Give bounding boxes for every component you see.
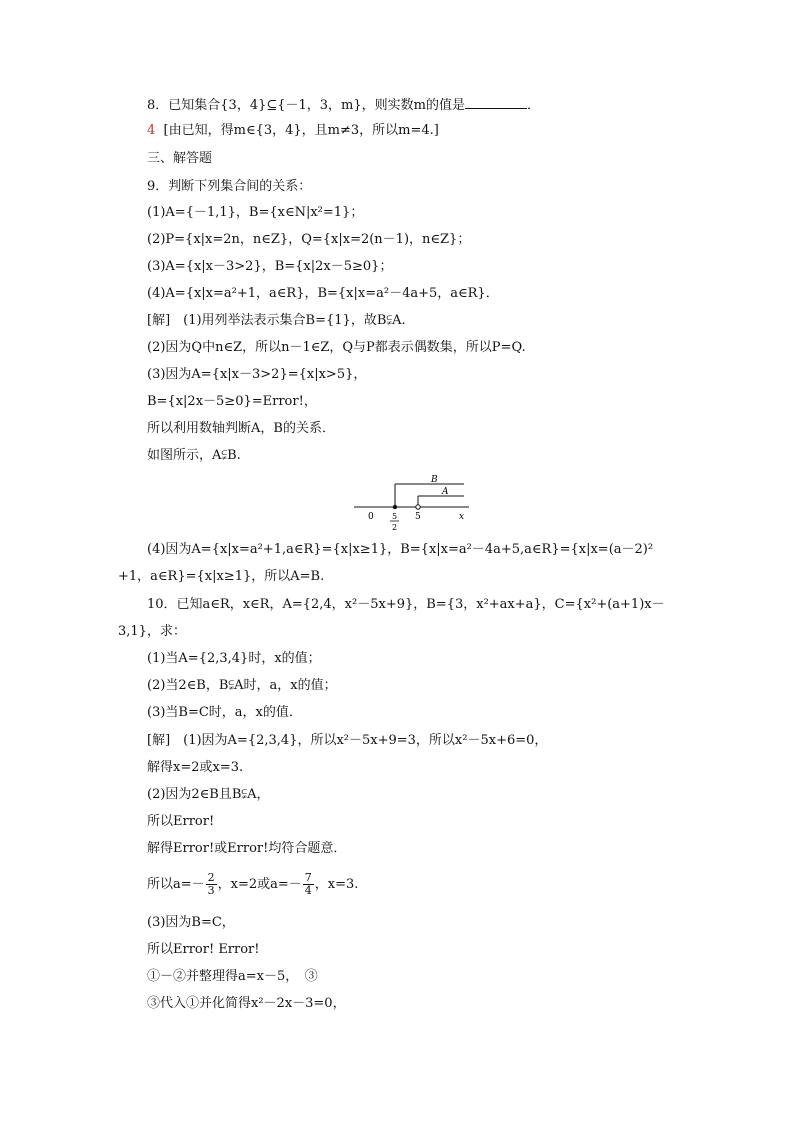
question-10-1: (1)当A={2,3,4}时，x的值；: [147, 651, 321, 666]
label-set-a: A: [442, 487, 449, 497]
solution-10-1b: 解得x=2或x=3.: [147, 760, 244, 775]
question-9-1: (1)A={－1,1}，B={x∈N|x²=1}；: [147, 205, 364, 220]
solution-10-2c: 解得Error!或Error!均符合题意．: [147, 841, 347, 856]
label-set-b: B: [431, 475, 438, 485]
solution-9-3c: 所以利用数轴判断A，B的关系．: [147, 421, 335, 436]
label-five-halves-den: 2: [392, 523, 398, 532]
fraction-two-thirds: $\frac{2}{3}$: [207, 871, 215, 897]
closed-point: [393, 505, 397, 509]
answer-8: 4 [由已知，得m∈{3，4}，且m≠3，所以m=4.]: [147, 123, 439, 138]
question-9-2: (2)P={x|x=2n，n∈Z}，Q={x|x=2(n－1)，n∈Z}；: [147, 232, 471, 247]
solution-10-3b: 所以Error! Error!: [147, 942, 260, 957]
solution-10-3: (3)因为B=C，: [147, 915, 235, 930]
question-10: 10．已知a∈R，x∈R，A={2,4，x²－5x+9}，B={3，x²+ax+a}，C={x²+(a+1)x－: [147, 597, 665, 612]
solution-9-3: (3)因为A={x|x－3>2}={x|x>5}，: [147, 367, 367, 382]
question-8: 8．已知集合{3，4}⊆{－1，3，m}，则实数m的值是 ．: [147, 98, 541, 113]
solution-10-2d: 所以a=－ $\frac{2}{3}$ ，x=2或a=－ $\frac{7}{4}$ ，x=3.: [147, 871, 359, 897]
label-x: x: [459, 512, 465, 522]
question-10-2: (2)当2∈B，B⫋A时，a，x的值；: [147, 678, 337, 693]
question-9-3: (3)A={x|x－3>2}，B={x|2x－5≥0}；: [147, 259, 393, 274]
question-9-4: (4)A={x|x=a²+1，a∈R}，B={x|x=a²－4a+5，a∈R}．: [147, 286, 499, 301]
answer-8-number: 4: [147, 123, 156, 138]
solution-10-2b: 所以Error!: [147, 814, 215, 829]
solution-9-3b: B={x|2x－5≥0}=Error!，: [147, 394, 317, 409]
solution-9-1: [解] (1)用列举法表示集合B={1}，故B⫋A.: [147, 313, 406, 328]
open-point: [416, 505, 420, 509]
solution-9-4b: +1，a∈R}={x|x≥1}，所以A=B.: [118, 569, 325, 584]
answer-blank: [465, 96, 527, 109]
section-heading-3: 三、解答题: [147, 151, 213, 166]
fraction-seven-fourths: $\frac{7}{4}$: [304, 871, 312, 897]
solution-9-2: (2)因为Q中n∈Z，所以n－1∈Z，Q与P都表示偶数集，所以P=Q.: [147, 340, 526, 355]
label-five: 5: [415, 512, 421, 522]
solution-9-4a: (4)因为A={x|x=a²+1,a∈R}={x|x≥1}，B={x|x=a²－4a+5,a∈R}={x|x=(a－2)²: [147, 542, 654, 557]
question-10-cont: 3,1}，求：: [118, 624, 186, 639]
solution-10-3c: ①－②并整理得a=x－5， ③: [147, 969, 318, 984]
solution-9-3d: 如图所示，A⫋B.: [147, 448, 241, 463]
solution-10-3d: ③代入①并化简得x²－2x－3=0，: [147, 996, 346, 1011]
question-9: 9．判断下列集合间的关系：: [147, 179, 312, 194]
question-10-3: (3)当B=C时，a，x的值．: [147, 705, 302, 720]
number-line-diagram: [354, 474, 474, 534]
solution-10-1: [解] (1)因为A={2,3,4}，所以x²－5x+9=3，所以x²－5x+6=0，: [147, 733, 548, 748]
label-five-halves-num: 5: [392, 512, 398, 521]
label-zero: 0: [368, 512, 374, 522]
solution-10-2: (2)因为2∈B且B⫋A，: [147, 787, 270, 802]
